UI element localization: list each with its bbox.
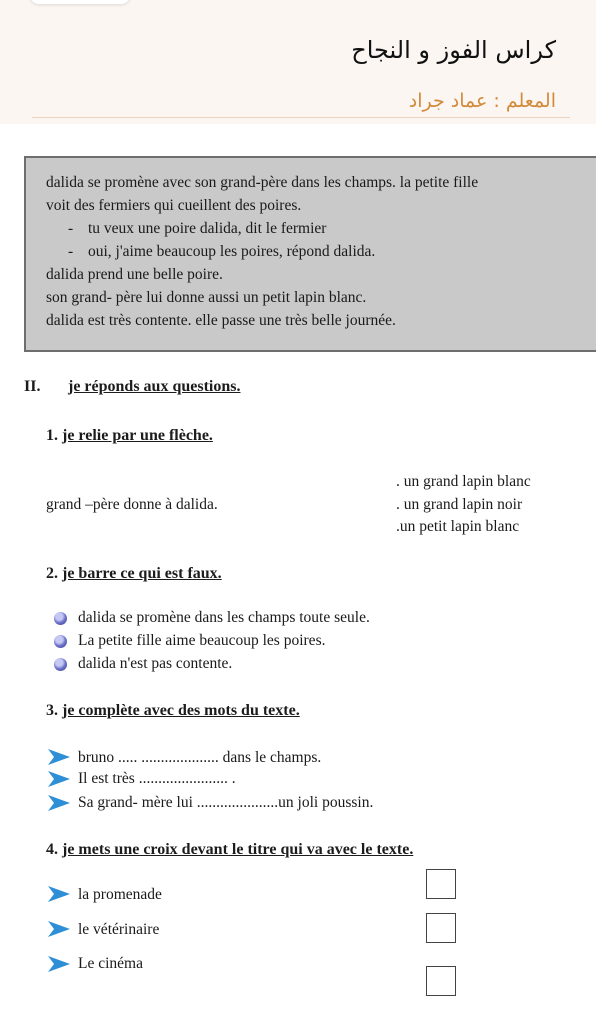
q2-statement[interactable]: La petite fille aime beaucoup les poires. [78,632,326,649]
arrow-bullet-icon [48,749,70,765]
question-1-title [46,427,213,445]
story-dialogue-line [68,243,375,261]
story-dialogue-line [68,220,326,238]
question-4-title [46,841,413,859]
checkbox-promenade[interactable] [426,869,456,899]
q1-option[interactable]: . un grand lapin noir [396,496,523,513]
q4-title-option: la promenade [78,886,162,903]
teacher-name: المعلم : عماد جراد [408,90,556,112]
q1-left-text: grand –père donne à dalida. [46,496,218,513]
question-text: je complète avec des mots du texte. [62,702,300,719]
question-text: je barre ce qui est faux. [62,565,222,582]
q3-sentence[interactable]: Il est très ....................... . [78,770,236,787]
dash-mark: - [68,220,74,237]
q2-statement[interactable]: dalida n'est pas contente. [78,655,233,672]
q1-option[interactable]: .un petit lapin blanc [396,518,520,535]
story-line: tu veux une poire dalida, dit le fermier [88,220,327,237]
q1-option[interactable]: . un grand lapin blanc [396,473,531,490]
question-number: 4. [46,841,58,858]
checkbox-cinema[interactable] [426,966,456,996]
arrow-bullet-icon [48,921,70,937]
bullet-icon [54,635,67,648]
header-band [0,0,596,124]
q2-statement[interactable]: dalida se promène dans les champs toute seule. [78,609,370,626]
bullet-icon [54,658,67,671]
notebook-title: كراس الفوز و النجاح [351,36,556,64]
story-line: voit des fermiers qui cueillent des poires. [46,197,302,214]
story-line: dalida est très contente. elle passe une très belle journée. [46,312,396,329]
question-number: 3. [46,702,58,719]
q4-title-option: le vétérinaire [78,921,160,938]
bullet-icon [54,612,67,625]
arrow-bullet-icon [48,956,70,972]
question-number: 1. [46,427,58,444]
section-title: je réponds aux questions. [68,378,241,395]
header-divider [32,117,570,118]
question-text: je mets une croix devant le titre qui va avec le texte. [62,841,414,858]
story-line: dalida se promène avec son grand-père dans les champs. la petite fille [46,174,479,191]
top-tab [30,0,130,4]
arrow-bullet-icon [48,886,70,902]
q4-title-option: Le cinéma [78,955,143,972]
arrow-bullet-icon [48,795,70,811]
section-number: II. [24,378,41,395]
question-number: 2. [46,565,58,582]
q3-sentence[interactable]: bruno ..... .................... dans le champs. [78,749,322,766]
question-3-title [46,702,300,720]
story-line: oui, j'aime beaucoup les poires, répond dalida. [88,243,376,260]
arrow-bullet-icon [48,771,70,787]
story-line: dalida prend une belle poire. [46,266,223,283]
dash-mark: - [68,243,74,260]
checkbox-veterinaire[interactable] [426,913,456,943]
question-2-title [46,565,222,583]
question-text: je relie par une flèche. [62,427,213,444]
story-line: son grand- père lui donne aussi un petit lapin blanc. [46,289,367,306]
q3-sentence[interactable]: Sa grand- mère lui .....................un joli poussin. [78,794,374,811]
